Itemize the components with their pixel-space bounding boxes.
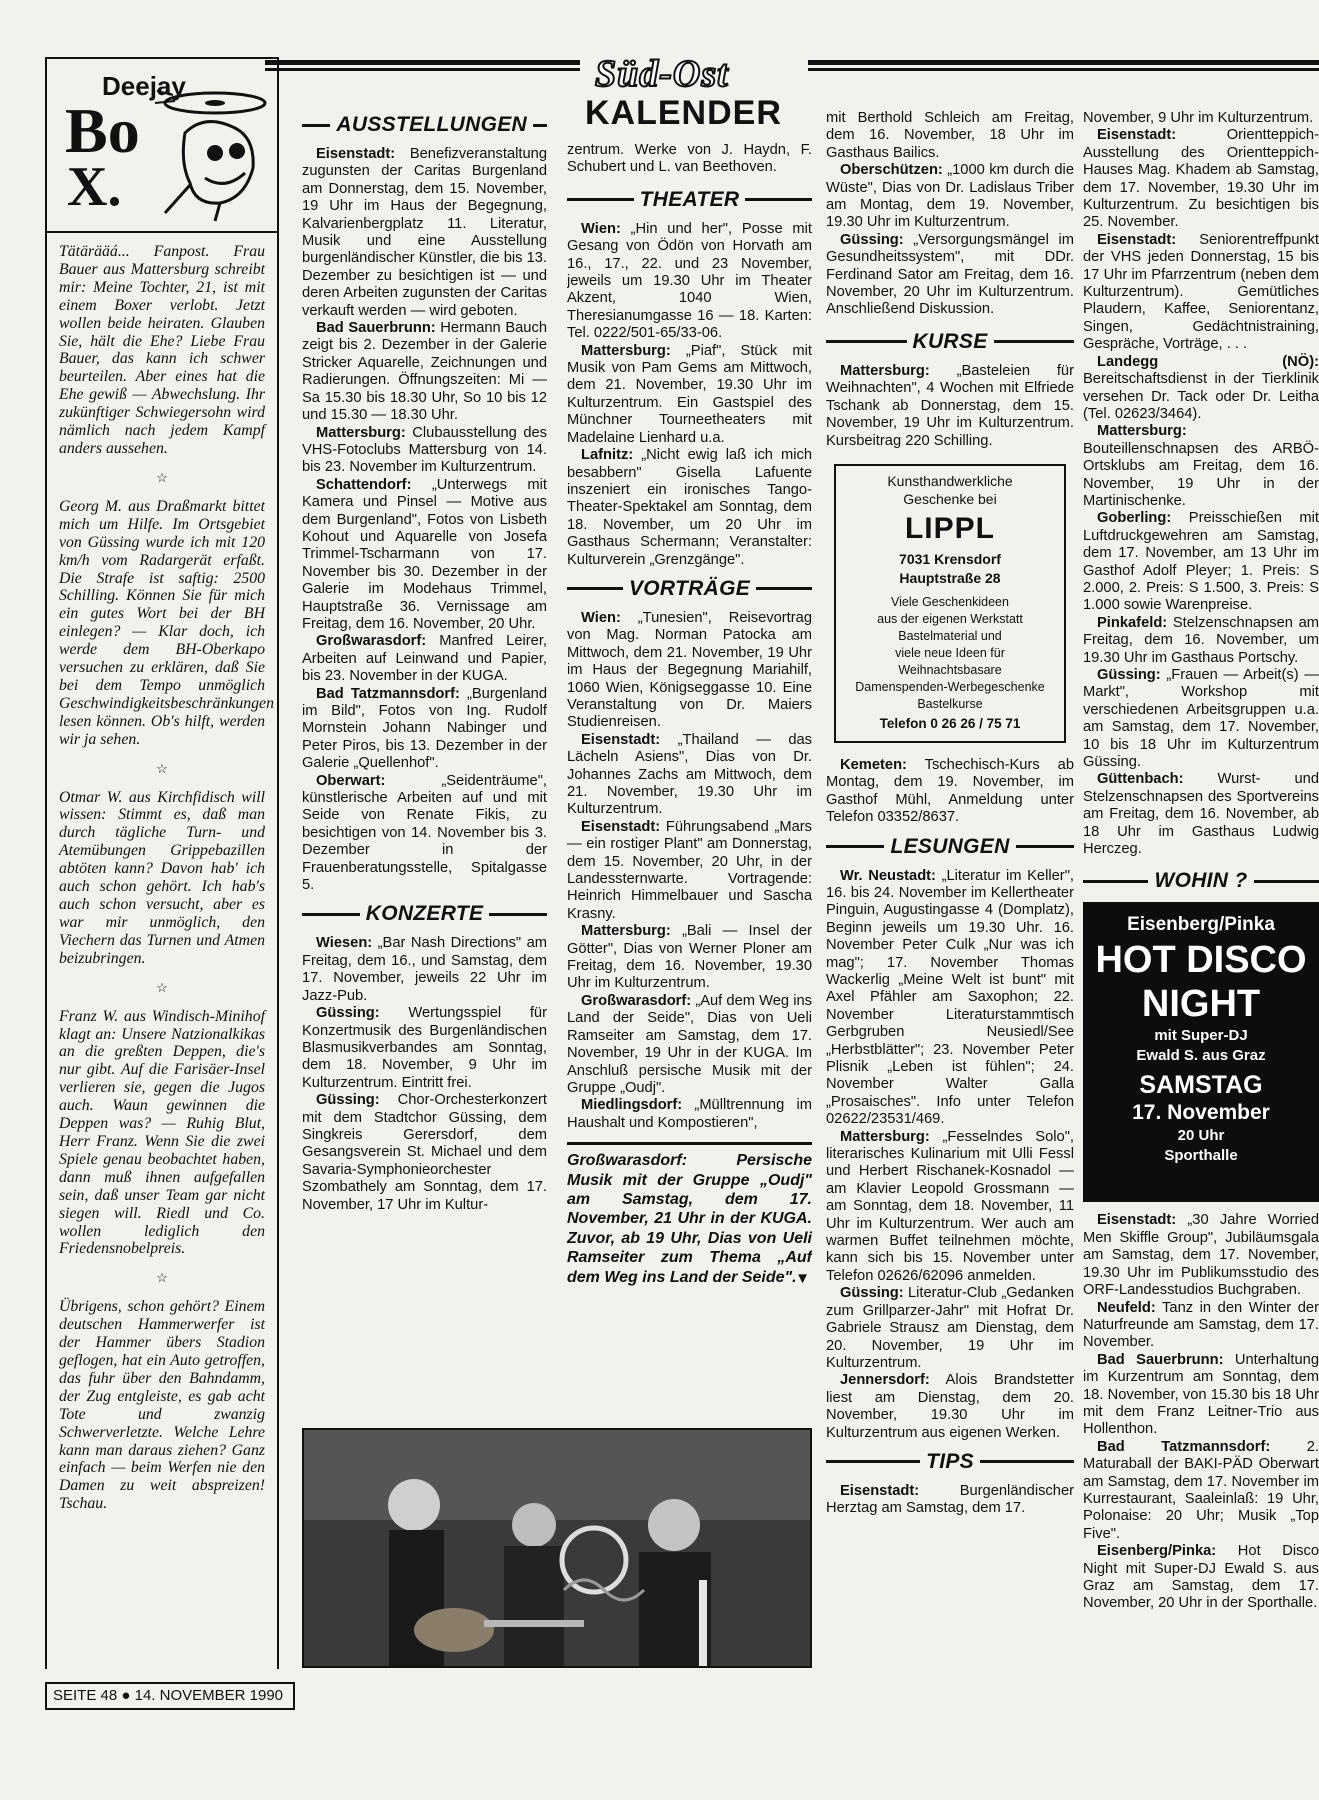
heading-text: KURSE: [912, 329, 988, 353]
disco-date: 17. November: [1132, 1101, 1270, 1125]
event-entry: [302, 1005, 547, 1092]
deejay-header: [47, 59, 277, 233]
event-entry: [302, 320, 547, 424]
bullet-icon: ●: [121, 1687, 131, 1704]
col4-intro: mit Berthold Schleich am Freitag, dem 16. November, 18 Uhr im Gasthaus Bailics.: [826, 110, 1074, 161]
event-text: „Hin und her", Posse mit Gesang von Ödön von Horvath am 16., 17., 22. und 23 November, jeweils um 19.30 Uhr im Theater Akzent, 1040 Wien, Theresianumgasse 16 — 18. Karten: Tel. 0222/501-65/33-06.: [567, 220, 812, 342]
event-entry: [826, 363, 1074, 450]
event-text: „Thailand — das Lächeln Asiens", Dias von Dr. Johannes Zachs am Mittwoch, dem 21. November, 19.30 Uhr im Kulturzentrum.: [567, 731, 812, 818]
event-text: 2. Maturaball der BAKI-PÄD Oberwart am Samstag, dem 17. November im Kurrestaurant, Saaleinlaß: 19 Uhr, Polonaise: 20 Uhr; Musik „Top Five".: [1083, 1438, 1319, 1542]
event-text: Literatur-Club „Gedanken zum Grillparzer-Jahr" mit Hofrat Dr. Gabriele Strausz am Dienstag, dem 20. November, 19 Uhr im Kulturzentrum.: [826, 1285, 1074, 1371]
band-photo: [302, 1428, 812, 1668]
event-entry: [302, 425, 547, 477]
event-place: Wiesen:: [316, 935, 373, 952]
event-text: „Mülltrennung im Haushalt und Kompostieren",: [567, 1097, 812, 1131]
event-place: Wr. Neustadt:: [840, 867, 936, 884]
star-separator-icon: ☆: [156, 979, 168, 995]
ad-street: Hauptstraße 28: [899, 569, 1001, 586]
event-place: Mattersburg:: [840, 1128, 930, 1145]
event-entry: [826, 1483, 1074, 1518]
hot-disco-ad: [1083, 902, 1319, 1202]
top-rule: [808, 60, 1319, 65]
event-text: „Burgenland im Bild", Fotos von Ing. Rudolf Mornstein Johann Nabinger und Peter Piros, bis 13. Dezember in der Galerie „Quellenhof".: [302, 685, 547, 772]
lippl-advertisement: [834, 464, 1066, 743]
event-entry: [567, 343, 812, 447]
ad-line: Damenspenden-Werbegeschenke: [855, 679, 1045, 694]
highlight-box: [567, 1142, 812, 1287]
letter-3: Otmar W. aus Kirchfidisch will wissen: Stimmt es, daß man durch tägliche Turn- und Atemübungen Grippebazillen abtöten kann? Davon hab' ich auch schon gehört. Ich hab's auch schon versucht, aber es war mir unmöglich, den Viechern das Turnen und Atmen beizubringen.: [59, 788, 265, 967]
ad-line: Kunsthandwerkliche: [887, 472, 1013, 489]
event-place: Güssing:: [1097, 667, 1161, 683]
heading-text: AUSSTELLUNGEN: [336, 113, 527, 136]
logo-sued-ost: Süd-Ost: [595, 53, 729, 95]
event-text: Burgenländischer Herztag am Samstag, dem 17.: [826, 1482, 1074, 1517]
disco-dj: mit Super-DJ: [1154, 1027, 1248, 1045]
event-place: Schattendorf:: [316, 476, 412, 493]
highlight-text: Großwarasdorf: Persische Musik mit der Gruppe „Oudj" am Samstag, dem 17. November, 21 Uhr in der KUGA. Zuvor, ab 19 Uhr, Dias von Ueli Ramseiter zum Thema „Auf dem Weg ins Land der Seide".: [567, 1152, 812, 1286]
event-text: Seniorentreffpunkt der VHS jeden Donnerstag, 15 bis 17 Uhr im Pfarrzentrum (neben dem Kulturzentrum). Gemütliches Plaudern, Kaffee, Seniorentanz, Singen, Gedächtnistraining, Gespräche, Vorträge, . . .: [1083, 231, 1319, 353]
section-heading-lesungen: [826, 834, 1074, 860]
event-entry: [1083, 1543, 1319, 1613]
event-entry: [1083, 1212, 1319, 1299]
event-entry: [826, 868, 1074, 1129]
event-place: Mattersburg:: [1097, 423, 1187, 440]
event-text: Wurst- und Stelzenschnapsen des Sportvereins am Freitag, dem 16. November, ab 18 Uhr im Gasthaus Ludwig Herczeg.: [1083, 771, 1319, 858]
event-place: Landegg (NÖ):: [1097, 353, 1319, 370]
section-heading-wohin: [1083, 868, 1319, 894]
event-place: Güttenbach:: [1097, 771, 1184, 788]
disco-venue: Eisenberg/Pinka: [1127, 914, 1275, 936]
event-place: Bad Sauerbrunn:: [316, 320, 436, 337]
theater-list: [567, 221, 812, 569]
column-4: [826, 110, 1074, 1710]
event-text: „30 Jahre Worried Men Skiffle Group", Jubiläumsgala am Samstag, dem 17. November, 19.30 Uhr im Publikumsstudio des ORF-Landesstudios Buchgraben.: [1083, 1212, 1319, 1299]
event-entry: [826, 232, 1074, 319]
konzerte-list: [302, 935, 547, 1214]
star-separator-icon: ☆: [156, 469, 168, 485]
disco-day: SAMSTAG: [1139, 1071, 1263, 1100]
event-place: Wien:: [581, 220, 621, 237]
top-rule: [808, 68, 1319, 71]
event-text: Manfred Leirer, Arbeiten auf Leinwand und Papier, bis 23. November in der KUGA.: [302, 633, 547, 685]
event-place: Mattersburg:: [840, 362, 930, 379]
heading-text: KONZERTE: [365, 902, 484, 926]
heading-text: LESUNGEN: [890, 834, 1010, 858]
event-entry: [567, 923, 812, 993]
deejay-label: Deejay: [102, 71, 186, 101]
event-entry: [1083, 771, 1319, 858]
event-place: Neufeld:: [1097, 1299, 1156, 1316]
disco-title: HOT DISCO: [1095, 939, 1307, 982]
deejay-cartoon-icon: [145, 73, 275, 223]
event-entry: [1083, 127, 1319, 231]
event-place: Lafnitz:: [581, 447, 634, 464]
event-entry: [567, 1097, 812, 1132]
event-entry: [302, 686, 547, 773]
event-entry: [826, 1129, 1074, 1286]
column-5: [1083, 110, 1319, 1710]
event-text: Chor-Orchesterkonzert mit dem Stadtchor Güssing, dem Singkreis Gerersdorf, dem Gesangsverein St. Michael und dem Savaria-Symphonieorchester Szombathely am Sonntag, dem 17. November, 17 Uhr im Kultur-: [302, 1092, 547, 1213]
event-place: Bad Tatzmannsdorf:: [316, 685, 460, 702]
logo-kalender: KALENDER: [585, 94, 782, 132]
column-3: [567, 142, 812, 1422]
event-place: Pinkafeld:: [1097, 614, 1168, 631]
event-place: Kemeten:: [840, 756, 907, 773]
event-entry: [567, 221, 812, 343]
letter-2: Georg M. aus Draßmarkt bittet mich um Hilfe. Im Ortsgebiet von Güssing wurde ich mit 120 km/h vom Radargerät erfaßt. Die Strafe ist saftig: 2500 Schilling. Können Sie für mich ein gutes Wort bei der BH einlegen? — Klar doch, ich werde dem BH-Oberkapo versuchen zu erklären, daß Sie bei dem Tempo unmöglich Geschwindigkeitsbeschränkungen lesen können. Ob's hilft, werden wir ja sehen.: [59, 497, 274, 748]
event-text: Bouteillenschnapsen des ARBÖ-Ortsklubs am Freitag, dem 16. November, 19 Uhr in der Martinischenke.: [1083, 440, 1319, 509]
disco-dj: Ewald S. aus Graz: [1136, 1047, 1266, 1065]
event-text: „Piaf", Stück mit Musik von Pam Gems am Mittwoch, dem 21. November, 19.30 Uhr im Kulturzentrum. Ein Gastspiel des Münchner Tourneetheaters mit Madelaine Lienhard u.a.: [567, 342, 812, 446]
event-text: Führungsabend „Mars — ein rostiger Plant" am Donnerstag, dem 15. November, 20 Uhr, in der Landessternwarte. Vortragende: Heinrich Himmelbauer und Sascha Krasny.: [567, 818, 812, 922]
ad-line: viele neue Ideen für: [895, 645, 1005, 660]
kalender-logo: [575, 53, 815, 138]
event-text: Tschechisch-Kurs ab Montag, dem 19. November, im Gasthof Mühl, Anmeldung unter Telefon 03352/8637.: [826, 756, 1074, 826]
section-heading-theater: [567, 187, 812, 213]
event-text: „Auf dem Weg ins Land der Seide", Dias von Ueli Ramseiter am Samstag, dem 17. November, 19 Uhr in der KUGA. Im Anschluß persische Musik mit der Gruppe „Oudj".: [567, 992, 812, 1096]
event-text: Unterhaltung im Kurzentrum am Sonntag, dem 18. November, von 15.30 bis 18 Uhr mit dem Franz Leitner-Trio aus Hollenthon.: [1083, 1351, 1319, 1438]
event-entry: [1083, 667, 1319, 771]
vortraege-cont-list: [826, 162, 1074, 319]
event-text: „Nicht ewig laß ich mich besabbern" Gisella Lafuente inszeniert ein ironisches Tango-Theater-Spektakel am Sonntag, dem 18. November, um 20 Uhr im Gasthaus Schermann; Veranstalter: Kulturverein „Grenzgänge".: [567, 447, 812, 568]
event-text: „Frauen — Arbeit(s) — Markt", Workshop mit verschiedenen Arbeitsgruppen u.a. am Samstag, dem 17. November, 10 bis 18 Uhr im Kulturzentrum Güssing.: [1083, 667, 1319, 771]
section-heading-vortraege: [567, 576, 812, 602]
event-text: Stelzenschnapsen am Freitag, dem 16. November, um 19.30 Uhr im Gasthaus Portschy.: [1083, 614, 1319, 666]
event-entry: [1083, 354, 1319, 424]
event-entry: [567, 447, 812, 569]
event-entry: [1083, 1439, 1319, 1543]
event-place: Eisenstadt:: [581, 731, 661, 748]
event-place: Eisenstadt:: [1097, 231, 1177, 248]
event-text: „Tunesien", Reisevortrag von Mag. Norman Patocka am Mittwoch, dem 21. November, 19 Uhr im Haus der Begegnung Mariahilf, 1060 Wien, Königseggasse 10. Eine Veranstaltung von Dr. Maiers Studienreisen.: [567, 609, 812, 731]
event-place: Güssing:: [316, 1005, 380, 1022]
kurse-list: [826, 363, 1074, 450]
col5-intro: November, 9 Uhr im Kulturzentrum.: [1083, 110, 1314, 126]
event-entry: [826, 757, 1074, 827]
event-place: Oberschützen:: [840, 162, 943, 179]
event-text: „Bali — Insel der Götter", Dias von Werner Ploner am Freitag, dem 16. November, 19.30 Uhr im Kulturzentrum.: [567, 923, 812, 992]
letter-1: Tätärääá... Fanpost. Frau Bauer aus Mattersburg schreibt mir: Meine Tochter, 21, ist mit einem Boxer verlobt. Jetzt wollen beide heiraten. Glauben Sie, hält die Ehe? Liebe Frau Bauer, das kann ich schwer beurteilen. Aber eines hat die Ehe gewiß — Abwechslung. Ihr zukünftiger Schwiegersohn wird nämlich nach jedem Kampf anders aussehen.: [59, 243, 265, 457]
letter-5: Übrigens, schon gehört? Einem deutschen Hammerwerfer ist der Hammer übers Stadion geflogen, hat ein Auto getroffen, das fuhr über den Bahndamm, der Zug entgleiste, es gab acht Tote und zwanzig Schwerverletzte. Welche Lehre kann man daraus ziehen? Ganz einfach — beim Werfen nie den Damen zu weit abspreizen! Tschau.: [59, 1298, 265, 1513]
event-entry: [302, 633, 547, 685]
event-place: Wien:: [581, 609, 621, 626]
event-entry: [302, 146, 547, 320]
musicians-photo-image: [304, 1430, 810, 1666]
box-label: Bo: [65, 95, 140, 166]
event-entry: [302, 935, 547, 1005]
disco-time: 20 Uhr: [1177, 1127, 1225, 1145]
section-heading-ausstellungen: [302, 112, 547, 138]
lesungen-list: [826, 868, 1074, 1442]
tips-list: [826, 1483, 1074, 1518]
event-text: „Literatur im Keller", 16. bis 24. November im Kellertheater Pinguin, Augustingasse 4 (Domplatz), Beginn jeweils um 19.30 Uhr. 16. November Peter Culk „Nur was ich mag"; 17. November Thomas Wackerlig „Meine Welt ist bunt" mit Axel Pfähler am Saxophon; 22. November Literaturstammtisch Gerbgruben Neusiedl/See „Herbstblätter"; 23. November Peter Plisnik „Leben ist fühlen"; 24. November Walter Galla „Prosaisches". Info unter Telefon 02622/23531/469.: [826, 867, 1074, 1128]
event-place: Güssing:: [316, 1092, 380, 1109]
event-text: Alois Brandstetter liest am Dienstag, dem 20. November, 19.30 Uhr im Kulturzentrum aus eigenen Werken.: [826, 1372, 1074, 1441]
section-heading-tips: [826, 1449, 1074, 1475]
event-text: Benefizveranstaltung zugunsten der Caritas Burgenland am Donnerstag, dem 15. November, 19 Uhr im Haus der Begegnung, Kalvarienbergplatz 11. Literatur, Musik und eine Ausstellung burgenländischer Künstler, die bis 13. Dezember zu besichtigen ist — und deren Arbeiten zugunsten der Caritas verkauft werden — wird geboten.: [302, 146, 547, 319]
disco-place: Sporthalle: [1164, 1147, 1238, 1165]
ad-line: Viele Geschenkideen: [891, 594, 1009, 609]
event-text: Bereitschaftsdienst in der Tierklinik versehen Dr. Tack oder Dr. Leitha (Tel. 02623/3464).: [1083, 371, 1319, 422]
star-separator-icon: ☆: [156, 1270, 168, 1286]
event-place: Mattersburg:: [316, 424, 406, 441]
ad-line: Geschenke bei: [903, 490, 997, 507]
event-text: Hot Disco Night mit Super-DJ Ewald S. aus Graz am Samstag, dem 17. November, 20 Uhr in der Sporthalle.: [1083, 1543, 1319, 1612]
deejay-box: [45, 57, 279, 1669]
event-entry: [826, 162, 1074, 232]
event-entry: [302, 1092, 547, 1214]
event-entry: [1083, 1352, 1319, 1439]
theater-intro: zentrum. Werke von J. Haydn, F. Schubert und L. van Beethoven.: [567, 142, 812, 176]
vortraege-list: [567, 610, 812, 1132]
event-entry: [1083, 232, 1319, 354]
event-text: „Seidenträume", künstlerische Arbeiten auf und mit Seide von Renate Fikis, zu besichtigen von 14. November bis 3. Dezember in der Frauenberatungsstelle, Spitalgasse 5.: [302, 772, 547, 894]
event-entry: [302, 477, 547, 634]
event-text: „Bar Nash Directions" am Freitag, dem 16., und Samstag, dem 17. November, jeweils 22 Uhr im Jazz-Pub.: [302, 935, 547, 1004]
event-entry: [1083, 510, 1319, 614]
event-place: Eisenstadt:: [840, 1482, 920, 1499]
event-place: Bad Sauerbrunn:: [1097, 1351, 1224, 1368]
event-text: Clubausstellung des VHS-Fotoclubs Mattersburg von 14. bis 23. November im Kulturzentrum.: [302, 424, 547, 476]
event-place: Eisenstadt:: [581, 818, 661, 835]
section-heading-konzerte: [302, 901, 547, 927]
ad-line: Weihnachtsbasare: [898, 662, 1002, 677]
event-entry: [567, 732, 812, 819]
page-number: SEITE 48: [53, 1687, 118, 1704]
column-2: [302, 105, 547, 1395]
heading-text: VORTRÄGE: [628, 576, 751, 600]
letter-4: Franz W. aus Windisch-Minihof klagt an: Unsere Natzionalkikas an die greßten Deppen, die's nur gibt. Auf die Farisäer-Insel verlieren sie, gegen die Jugos auch. Waun gewinnen die Deppen was? — Ruhig Blut, Herr Franz. Wenn Sie die zwei Spiele genau beobachtet haben, dann muß ihnen aufgefallen sein, daß unser Team gar nicht siegen will. Riedl und Co. wollen lediglich den Friedensnobelpreis.: [59, 1007, 265, 1258]
event-text: Orientteppich-Ausstellung des Orientteppich-Hauses Mag. Khadem ab Samstag, dem 17. November, 19.30 Uhr im Kulturzentrum. Zu besichtigen bis 25. November.: [1083, 127, 1319, 231]
heading-text: THEATER: [639, 187, 740, 211]
wohin-list: [1083, 1212, 1319, 1612]
heading-text: WOHIN ?: [1154, 869, 1248, 893]
ad-line: Bastelkurse: [917, 696, 983, 711]
event-text: Tanz in den Winter der Naturfreunde am Samstag, dem 17. November.: [1083, 1299, 1319, 1351]
event-entry: [567, 819, 812, 923]
ad-line: aus der eigenen Werkstatt: [877, 611, 1023, 626]
event-text: „Fesselndes Solo", literarisches Kulinarium mit Ulli Fessl und Herbert Rischanek-Kosnadol — am Klavier Leopold Grossmann — am Sonntag, dem 18. November, 11 Uhr im Kulturzentrum. Wer auch am warmen Buffet teilnehmen möchte, kann sich bis 15. November unter Telefon 02626/62096 anmelden.: [826, 1128, 1074, 1284]
event-place: Goberling:: [1097, 510, 1172, 527]
event-entry: [1083, 615, 1319, 667]
ad-town: 7031 Krensdorf: [899, 550, 1001, 567]
top-rule: [265, 68, 580, 71]
ausstellungen-list: [302, 146, 547, 894]
issue-date: 14. NOVEMBER 1990: [134, 1687, 284, 1704]
tips-cont-list: [1083, 127, 1319, 858]
event-text: „Basteleien für Weihnachten", 4 Wochen mit Elfriede Tschank ab Donnerstag, dem 15. November, 19 Uhr im Kulturzentrum. Kursbeitrag 220 Schilling.: [826, 362, 1074, 449]
event-place: Bad Tatzmannsdorf:: [1097, 1438, 1271, 1455]
event-text: „Unterwegs mit Kamera und Pinsel — Motive aus dem Burgenland", Fotos von Lisbeth Kohout und Aquarelle von Josefa Trimmel-Tscharmann von 17. November bis 30. Dezember in der Galerie im Modehaus Trimmel, Hauptstraße 36. Vernissage am Freitag, dem 16. November, 20 Uhr.: [302, 476, 547, 632]
event-place: Jennersdorf:: [840, 1372, 930, 1389]
event-entry: [302, 773, 547, 895]
event-text: Wertungsspiel für Konzertmusik des Burgenländischen Blasmusikverbandes am Sonntag, dem 18. November, 9 Uhr im Kulturzentrum. Eintritt frei.: [302, 1005, 547, 1091]
top-rule: [265, 60, 580, 65]
ad-line: Bastelmaterial und: [898, 628, 1002, 643]
event-text: „1000 km durch die Wüste", Dias von Dr. Ladislaus Triber am Montag, dem 19. November, 19.30 Uhr im Kulturzentrum.: [826, 162, 1074, 231]
event-place: Oberwart:: [316, 772, 386, 789]
triangle-icon: ▼: [795, 1269, 810, 1287]
kurse-cont-list: [826, 757, 1074, 827]
event-place: Eisenstadt:: [1097, 1212, 1177, 1229]
event-place: Eisenstadt:: [1097, 127, 1177, 144]
event-place: Eisenstadt:: [316, 146, 396, 162]
event-entry: [567, 993, 812, 1097]
event-text: Preisschießen mit Luftdruckgewehren am Samstag, dem 17. November, am 13 Uhr im Gasthof Adolf Pleyer; 1. Preis: S 2.000, 2. Preis: S 1.500, 3. Preis: S 1.000 sowie Warenpreise.: [1083, 510, 1319, 614]
page-footer: [45, 1682, 295, 1710]
section-heading-kurse: [826, 329, 1074, 355]
heading-text: TIPS: [926, 1449, 974, 1473]
disco-title: NIGHT: [1141, 983, 1261, 1026]
event-entry: [826, 1372, 1074, 1442]
event-place: Eisenberg/Pinka:: [1097, 1543, 1217, 1560]
event-place: Güssing:: [840, 231, 904, 248]
event-text: „Versorgungsmängel im Gesundheitssystem", mit DDr. Ferdinand Sator am Freitag, dem 16. November, 20 Uhr im Kulturzentrum. Anschließend Diskussion.: [826, 231, 1074, 318]
event-place: Miedlingsdorf:: [581, 1097, 683, 1114]
event-entry: [567, 610, 812, 732]
star-separator-icon: ☆: [156, 760, 168, 776]
event-text: Hermann Bauch zeigt bis 2. Dezember in der Galerie Stricker Aquarelle, Zeichnungen und Radierungen. Öffnungszeiten: Mi — Sa 15.30 bis 18.30 Uhr, So 10 bis 12 und 15.30 — 18.30 Uhr.: [302, 320, 547, 424]
event-place: Mattersburg:: [581, 342, 671, 359]
event-place: Großwarasdorf:: [581, 992, 692, 1009]
event-entry: [1083, 1300, 1319, 1352]
event-place: Güssing:: [840, 1285, 904, 1302]
event-place: Großwarasdorf:: [316, 633, 427, 650]
event-entry: [1083, 423, 1319, 510]
event-entry: [826, 1285, 1074, 1372]
ad-phone: Telefon 0 26 26 / 75 71: [879, 715, 1021, 731]
event-place: Mattersburg:: [581, 923, 671, 940]
ad-brand: LIPPL: [904, 511, 995, 545]
x-label: X.: [67, 156, 122, 218]
